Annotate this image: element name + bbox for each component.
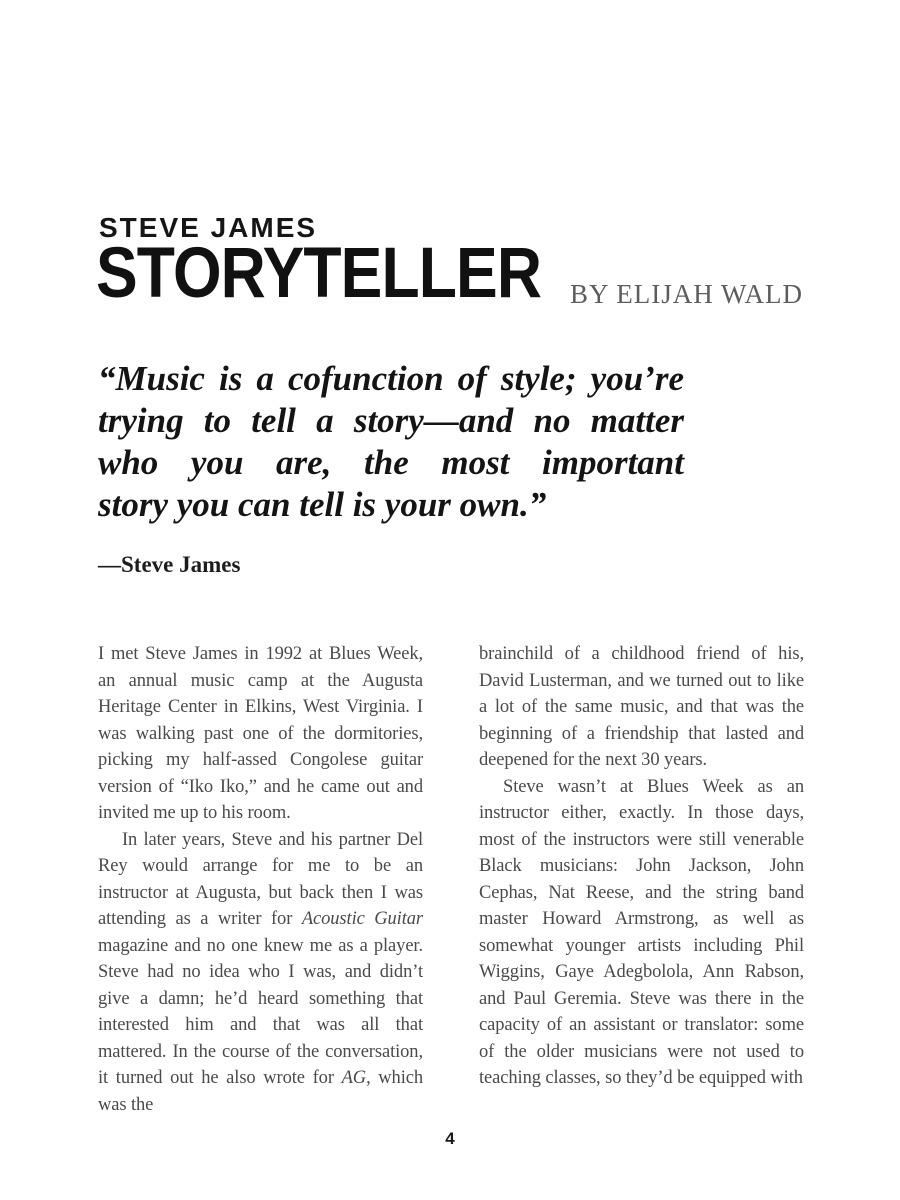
text-run: magazine and no one knew me as a player. Steve had no idea who I was, and didn’t give a damn; he’d heard something that interested him and that was all that mattered. In the course of the conversation, it turned out he also wrote for [98,935,423,1088]
quote-attribution: —Steve James [98,552,241,577]
pull-quote-line: story you can tell is your own.” [98,485,547,524]
pull-quote [98,358,684,526]
body-columns [98,641,804,1118]
text-run: , which was the [98,1068,424,1115]
column-right [479,641,804,1118]
paragraph: Steve wasn’t at Blues Week as an instructor either, exactly. In those days, most of the instructors were still venerable Black musicians: John Jackson, John Cephas, Nat Reese, and the string band master Howard Armstrong, as well as somewhat younger artists including Phil Wiggins, Gaye Adegbolola, Ann Rabson, and Paul Geremia. Steve was there in the capacity of an assistant or translator: some of the older musicians were not used to teaching classes, so they’d be equipped with [479,776,804,1088]
paragraph [98,827,423,1119]
pull-quote-line: “Music is a cofunction of style; you’re [98,359,684,398]
column-left [98,641,423,1118]
text-run: In later years, Steve and his partner Del Rey would arrange for me to be an instructor at Augusta, but back then I was attending as a writer for [98,829,423,929]
article-byline: BY ELIJAH WALD [570,279,803,309]
italic-run: AG [341,1068,367,1088]
pull-quote-line: trying to tell a story—and no matter [98,401,684,440]
pull-quote-line: who you are, the most important [98,443,684,482]
italic-run: Acoustic Guitar [301,909,423,929]
paragraph: brainchild of a childhood friend of his, David Lusterman, and we turned out to like a lot of the same music, and that was the beginning of a friendship that lasted and deepened for the next 30 years. [479,644,804,770]
page-number: 4 [445,1129,455,1148]
article-kicker: STEVE JAMES [99,212,318,243]
paragraph: I met Steve James in 1992 at Blues Week, an annual music camp at the Augusta Heritage Center in Elkins, West Virginia. I was walking past one of the dormitories, picking my half-assed Congolese guitar version of “Iko Iko,” and he came out and invited me up to his room. [98,644,423,823]
article-title: STORYTELLER [96,234,542,313]
